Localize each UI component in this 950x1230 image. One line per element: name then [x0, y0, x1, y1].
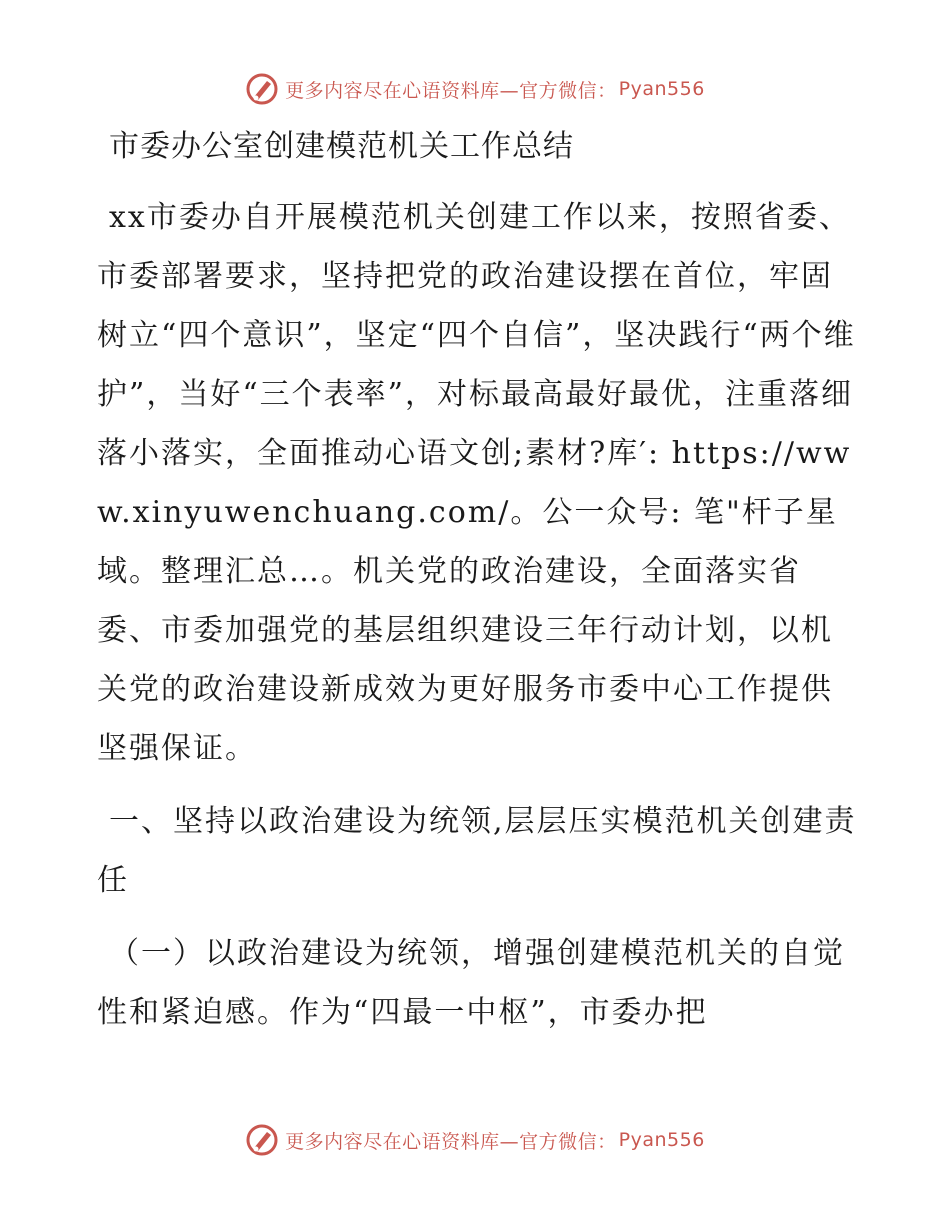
watermark-wechat-id: Pyan556: [618, 1129, 705, 1151]
watermark-text: 更多内容尽在心语资料库—官方微信：: [285, 1130, 617, 1153]
document-title: 市委办公室创建模范机关工作总结: [109, 129, 574, 164]
pen-logo-icon: [245, 1123, 279, 1157]
subsection-heading-1: （一）以政治建设为统领，增强创建模范机关的自觉性和紧迫感。作为“四最一中枢”，市委办把: [97, 936, 845, 1030]
watermark-header: [0, 72, 950, 106]
paragraph-intro: xx市委办自开展模范机关创建工作以来，按照省委、市委部署要求，坚持把党的政治建设摆在首位，牢固树立“四个意识”，坚定“四个自信”，坚决践行“两个维护”，当好“三个表率”，对标最高最好最优，注重落细落小落实，全面推动心语文创;素材?库′: https://www.xinyuwenchuang.com/。公一众号: 笔"杆子星域。整理汇总…。机关党的政治建设，全面落实省委、市委加强党的基层组织建设三年行动计划，以机关党的政治建设新成效为更好服务市委中心工作提供坚强保证。: [97, 200, 856, 766]
watermark-wechat-id: Pyan556: [618, 78, 705, 100]
pen-logo-icon: [245, 72, 279, 106]
document-body: [97, 120, 857, 1042]
section-heading-1: 一、坚持以政治建设为统领,层层压实模范机关创建责任: [97, 804, 857, 898]
watermark-text: 更多内容尽在心语资料库—官方微信：: [285, 79, 617, 102]
watermark-footer: [0, 1123, 950, 1157]
